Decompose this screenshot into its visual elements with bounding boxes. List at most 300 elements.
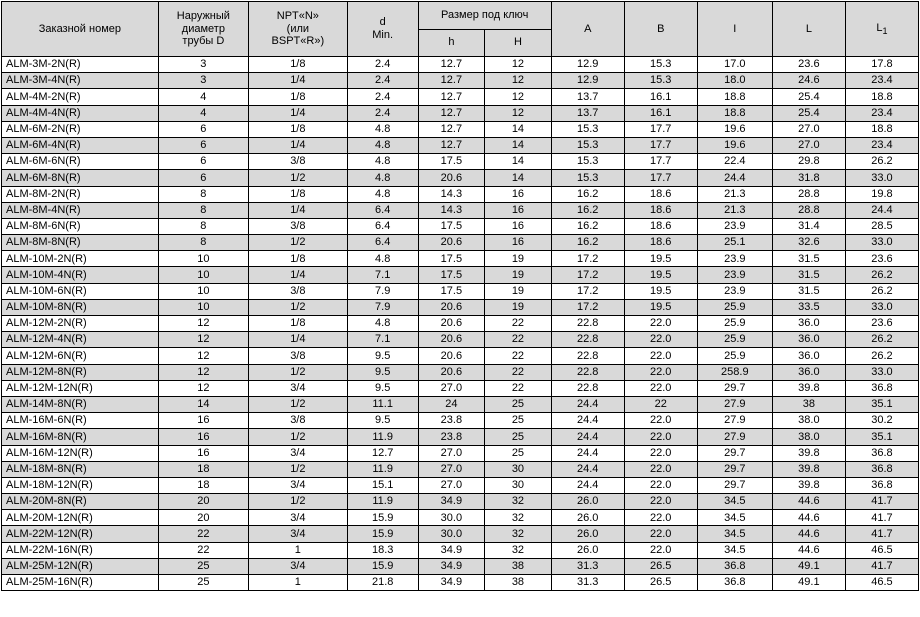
cell-value: 2.4 <box>347 57 418 73</box>
cell-value: 1/8 <box>248 57 347 73</box>
cell-value: 31.8 <box>772 170 845 186</box>
cell-value: 32 <box>485 494 552 510</box>
cell-value: 3/8 <box>248 413 347 429</box>
cell-value: 26.2 <box>845 283 918 299</box>
cell-value: 46.5 <box>845 575 918 591</box>
cell-order-number: ALM-6M-8N(R) <box>2 170 159 186</box>
cell-value: 1/2 <box>248 364 347 380</box>
cell-order-number: ALM-10M-4N(R) <box>2 267 159 283</box>
cell-value: 15.9 <box>347 526 418 542</box>
cell-order-number: ALM-22M-12N(R) <box>2 526 159 542</box>
table-row <box>2 202 919 218</box>
cell-value: 21.8 <box>347 575 418 591</box>
cell-value: 3/4 <box>248 526 347 542</box>
cell-value: 4.8 <box>347 170 418 186</box>
table-row <box>2 558 919 574</box>
cell-value: 25 <box>158 558 248 574</box>
cell-value: 9.5 <box>347 364 418 380</box>
cell-value: 18.8 <box>697 89 772 105</box>
cell-value: 23.8 <box>418 429 485 445</box>
cell-value: 19.5 <box>624 251 697 267</box>
cell-value: 34.5 <box>697 494 772 510</box>
cell-value: 31.5 <box>772 283 845 299</box>
cell-value: 24.4 <box>697 170 772 186</box>
cell-value: 9.5 <box>347 380 418 396</box>
cell-value: 16.2 <box>551 202 624 218</box>
cell-value: 33.0 <box>845 364 918 380</box>
cell-value: 258.9 <box>697 364 772 380</box>
column-header-i: I <box>697 2 772 57</box>
cell-value: 12 <box>158 364 248 380</box>
cell-order-number: ALM-20M-12N(R) <box>2 510 159 526</box>
cell-value: 33.0 <box>845 235 918 251</box>
cell-value: 12 <box>158 348 248 364</box>
cell-value: 31.5 <box>772 267 845 283</box>
cell-order-number: ALM-8M-8N(R) <box>2 235 159 251</box>
cell-order-number: ALM-3M-2N(R) <box>2 57 159 73</box>
cell-value: 15.3 <box>551 170 624 186</box>
cell-value: 21.3 <box>697 186 772 202</box>
cell-value: 10 <box>158 299 248 315</box>
cell-value: 22.8 <box>551 364 624 380</box>
cell-value: 6 <box>158 170 248 186</box>
table-row <box>2 542 919 558</box>
cell-value: 3/8 <box>248 218 347 234</box>
cell-value: 20.6 <box>418 332 485 348</box>
column-header-l1 <box>845 2 918 57</box>
cell-value: 18.0 <box>697 73 772 89</box>
cell-value: 11.1 <box>347 396 418 412</box>
cell-value: 24.4 <box>551 461 624 477</box>
cell-value: 15.3 <box>624 73 697 89</box>
cell-value: 3/4 <box>248 558 347 574</box>
cell-value: 16.1 <box>624 89 697 105</box>
cell-value: 1/8 <box>248 89 347 105</box>
cell-value: 12 <box>158 380 248 396</box>
cell-value: 23.4 <box>845 73 918 89</box>
cell-value: 3/8 <box>248 283 347 299</box>
cell-value: 1 <box>248 575 347 591</box>
cell-value: 4.8 <box>347 121 418 137</box>
cell-value: 8 <box>158 218 248 234</box>
cell-order-number: ALM-25M-12N(R) <box>2 558 159 574</box>
cell-value: 13.7 <box>551 105 624 121</box>
cell-value: 27.9 <box>697 429 772 445</box>
cell-value: 16.1 <box>624 105 697 121</box>
table-row <box>2 413 919 429</box>
cell-value: 12.9 <box>551 57 624 73</box>
cell-value: 14.3 <box>418 186 485 202</box>
cell-value: 17.5 <box>418 154 485 170</box>
header-row-main <box>2 2 919 30</box>
cell-value: 17.5 <box>418 283 485 299</box>
column-header-wrench-h-upper: H <box>485 29 552 57</box>
cell-value: 12 <box>158 332 248 348</box>
table-row <box>2 57 919 73</box>
cell-value: 44.6 <box>772 526 845 542</box>
cell-value: 22 <box>485 348 552 364</box>
cell-order-number: ALM-16M-8N(R) <box>2 429 159 445</box>
cell-value: 22.0 <box>624 364 697 380</box>
cell-value: 34.9 <box>418 542 485 558</box>
cell-value: 17.2 <box>551 251 624 267</box>
column-header-l: L <box>772 2 845 57</box>
cell-value: 19.6 <box>697 121 772 137</box>
cell-value: 30.0 <box>418 526 485 542</box>
cell-value: 1/4 <box>248 267 347 283</box>
cell-value: 17.2 <box>551 267 624 283</box>
cell-value: 38 <box>485 558 552 574</box>
cell-value: 12 <box>485 89 552 105</box>
cell-value: 6.4 <box>347 218 418 234</box>
cell-value: 49.1 <box>772 575 845 591</box>
cell-value: 32 <box>485 542 552 558</box>
cell-value: 22 <box>624 396 697 412</box>
cell-value: 31.5 <box>772 251 845 267</box>
cell-value: 16 <box>158 413 248 429</box>
cell-value: 15.3 <box>551 137 624 153</box>
cell-value: 34.5 <box>697 526 772 542</box>
table-row <box>2 332 919 348</box>
cell-value: 31.4 <box>772 218 845 234</box>
cell-order-number: ALM-22M-16N(R) <box>2 542 159 558</box>
cell-value: 22.0 <box>624 526 697 542</box>
cell-order-number: ALM-14M-8N(R) <box>2 396 159 412</box>
cell-value: 20.6 <box>418 299 485 315</box>
cell-value: 1 <box>248 542 347 558</box>
cell-value: 23.6 <box>772 57 845 73</box>
cell-value: 2.4 <box>347 89 418 105</box>
cell-value: 26.2 <box>845 332 918 348</box>
cell-value: 19.5 <box>624 283 697 299</box>
table-row <box>2 267 919 283</box>
cell-value: 25.4 <box>772 89 845 105</box>
cell-value: 36.8 <box>845 380 918 396</box>
cell-value: 36.0 <box>772 364 845 380</box>
cell-order-number: ALM-12M-4N(R) <box>2 332 159 348</box>
cell-order-number: ALM-12M-8N(R) <box>2 364 159 380</box>
cell-value: 23.9 <box>697 267 772 283</box>
table-body <box>2 57 919 591</box>
cell-value: 4.8 <box>347 251 418 267</box>
cell-value: 36.0 <box>772 348 845 364</box>
cell-order-number: ALM-10M-6N(R) <box>2 283 159 299</box>
cell-value: 38 <box>772 396 845 412</box>
cell-value: 41.7 <box>845 510 918 526</box>
cell-value: 22.8 <box>551 332 624 348</box>
cell-value: 4.8 <box>347 137 418 153</box>
cell-value: 12 <box>485 57 552 73</box>
cell-value: 31.3 <box>551 575 624 591</box>
cell-value: 26.2 <box>845 267 918 283</box>
cell-value: 3/4 <box>248 477 347 493</box>
cell-value: 12.7 <box>418 73 485 89</box>
cell-value: 29.8 <box>772 154 845 170</box>
cell-value: 33.0 <box>845 170 918 186</box>
table-row <box>2 137 919 153</box>
cell-value: 30.0 <box>418 510 485 526</box>
cell-value: 26.0 <box>551 510 624 526</box>
cell-value: 38.0 <box>772 413 845 429</box>
cell-value: 8 <box>158 202 248 218</box>
cell-value: 10 <box>158 267 248 283</box>
cell-value: 41.7 <box>845 526 918 542</box>
cell-value: 18.3 <box>347 542 418 558</box>
cell-order-number: ALM-25M-16N(R) <box>2 575 159 591</box>
table-row <box>2 89 919 105</box>
cell-value: 1/4 <box>248 137 347 153</box>
cell-value: 2.4 <box>347 73 418 89</box>
cell-value: 4.8 <box>347 186 418 202</box>
table-row <box>2 73 919 89</box>
cell-value: 7.1 <box>347 267 418 283</box>
table-header <box>2 2 919 57</box>
cell-value: 22.0 <box>624 494 697 510</box>
cell-value: 8 <box>158 186 248 202</box>
cell-order-number: ALM-18M-8N(R) <box>2 461 159 477</box>
cell-value: 30 <box>485 461 552 477</box>
cell-value: 4 <box>158 105 248 121</box>
cell-value: 22.0 <box>624 445 697 461</box>
cell-value: 24.4 <box>845 202 918 218</box>
table-row <box>2 526 919 542</box>
cell-value: 6.4 <box>347 235 418 251</box>
cell-value: 36.8 <box>845 477 918 493</box>
cell-value: 27.0 <box>418 380 485 396</box>
cell-value: 19 <box>485 267 552 283</box>
table-row <box>2 316 919 332</box>
cell-value: 38 <box>485 575 552 591</box>
cell-value: 29.7 <box>697 445 772 461</box>
table-row <box>2 105 919 121</box>
cell-value: 12 <box>158 316 248 332</box>
cell-value: 3 <box>158 73 248 89</box>
cell-value: 9.5 <box>347 348 418 364</box>
cell-value: 20.6 <box>418 170 485 186</box>
thread-label: NPT«N» (или BSPT«R») <box>271 10 325 48</box>
cell-value: 1/2 <box>248 494 347 510</box>
cell-value: 25.1 <box>697 235 772 251</box>
d-min-label: d Min. <box>372 16 394 41</box>
cell-value: 1/4 <box>248 73 347 89</box>
cell-value: 22.8 <box>551 316 624 332</box>
cell-value: 15.3 <box>551 154 624 170</box>
cell-value: 3/8 <box>248 154 347 170</box>
column-header-wrench-h-lower: h <box>418 29 485 57</box>
cell-value: 12.7 <box>418 89 485 105</box>
cell-value: 25 <box>158 575 248 591</box>
cell-order-number: ALM-18M-12N(R) <box>2 477 159 493</box>
table-row <box>2 235 919 251</box>
cell-value: 22 <box>485 364 552 380</box>
cell-value: 33.5 <box>772 299 845 315</box>
cell-value: 12.7 <box>418 57 485 73</box>
cell-value: 17.8 <box>845 57 918 73</box>
cell-value: 29.7 <box>697 477 772 493</box>
cell-value: 11.9 <box>347 461 418 477</box>
cell-value: 15.3 <box>624 57 697 73</box>
cell-value: 17.5 <box>418 218 485 234</box>
cell-value: 19.5 <box>624 267 697 283</box>
cell-value: 36.0 <box>772 316 845 332</box>
cell-value: 22 <box>158 526 248 542</box>
cell-value: 27.0 <box>772 137 845 153</box>
cell-value: 25 <box>485 445 552 461</box>
cell-value: 30 <box>485 477 552 493</box>
l1-main: L <box>876 21 883 34</box>
table-row <box>2 364 919 380</box>
cell-value: 16 <box>485 202 552 218</box>
cell-value: 36.8 <box>697 575 772 591</box>
cell-value: 32 <box>485 510 552 526</box>
cell-value: 17.7 <box>624 121 697 137</box>
cell-value: 6 <box>158 121 248 137</box>
cell-value: 18.8 <box>697 105 772 121</box>
cell-value: 10 <box>158 283 248 299</box>
cell-value: 22.0 <box>624 332 697 348</box>
cell-value: 18.8 <box>845 121 918 137</box>
cell-value: 14 <box>485 121 552 137</box>
cell-value: 20.6 <box>418 235 485 251</box>
cell-value: 1/4 <box>248 332 347 348</box>
cell-value: 3/4 <box>248 445 347 461</box>
cell-value: 1/2 <box>248 396 347 412</box>
cell-value: 6 <box>158 137 248 153</box>
cell-value: 25.9 <box>697 299 772 315</box>
table-row <box>2 445 919 461</box>
cell-order-number: ALM-12M-6N(R) <box>2 348 159 364</box>
cell-value: 22.8 <box>551 348 624 364</box>
cell-value: 18.6 <box>624 235 697 251</box>
cell-value: 14 <box>485 170 552 186</box>
cell-value: 39.8 <box>772 380 845 396</box>
cell-value: 23.9 <box>697 251 772 267</box>
cell-value: 22.4 <box>697 154 772 170</box>
table-row <box>2 170 919 186</box>
cell-value: 3/4 <box>248 510 347 526</box>
cell-value: 27.0 <box>418 445 485 461</box>
cell-value: 4 <box>158 89 248 105</box>
cell-value: 4.8 <box>347 316 418 332</box>
cell-value: 25 <box>485 429 552 445</box>
cell-value: 22.0 <box>624 413 697 429</box>
l1-subscript: 1 <box>882 25 888 36</box>
cell-value: 24.4 <box>551 396 624 412</box>
cell-value: 39.8 <box>772 461 845 477</box>
cell-value: 27.9 <box>697 413 772 429</box>
cell-value: 23.6 <box>845 316 918 332</box>
cell-value: 6.4 <box>347 202 418 218</box>
cell-value: 29.7 <box>697 380 772 396</box>
cell-value: 12.7 <box>418 137 485 153</box>
cell-value: 18.6 <box>624 202 697 218</box>
cell-value: 11.9 <box>347 494 418 510</box>
cell-value: 20 <box>158 494 248 510</box>
cell-value: 15.9 <box>347 558 418 574</box>
cell-value: 44.6 <box>772 542 845 558</box>
cell-value: 27.0 <box>418 461 485 477</box>
cell-value: 14 <box>485 154 552 170</box>
cell-value: 32.6 <box>772 235 845 251</box>
cell-value: 22.0 <box>624 429 697 445</box>
cell-value: 22 <box>485 332 552 348</box>
cell-value: 27.0 <box>418 477 485 493</box>
table-row <box>2 251 919 267</box>
cell-value: 26.0 <box>551 494 624 510</box>
cell-order-number: ALM-6M-2N(R) <box>2 121 159 137</box>
cell-value: 16.2 <box>551 186 624 202</box>
cell-value: 23.4 <box>845 137 918 153</box>
cell-order-number: ALM-16M-6N(R) <box>2 413 159 429</box>
column-header-b: B <box>624 2 697 57</box>
cell-value: 34.9 <box>418 575 485 591</box>
cell-value: 25.9 <box>697 348 772 364</box>
cell-value: 1/8 <box>248 121 347 137</box>
cell-value: 36.8 <box>697 558 772 574</box>
cell-value: 14.3 <box>418 202 485 218</box>
cell-value: 12.9 <box>551 73 624 89</box>
cell-value: 20.6 <box>418 364 485 380</box>
cell-value: 25.4 <box>772 105 845 121</box>
cell-order-number: ALM-6M-6N(R) <box>2 154 159 170</box>
cell-value: 1/8 <box>248 251 347 267</box>
cell-value: 3/8 <box>248 348 347 364</box>
cell-value: 27.0 <box>772 121 845 137</box>
cell-value: 19.8 <box>845 186 918 202</box>
table-row <box>2 510 919 526</box>
table-row <box>2 461 919 477</box>
table-row <box>2 348 919 364</box>
cell-value: 26.2 <box>845 154 918 170</box>
cell-order-number: ALM-16M-12N(R) <box>2 445 159 461</box>
cell-value: 20 <box>158 510 248 526</box>
cell-value: 1/4 <box>248 202 347 218</box>
cell-value: 49.1 <box>772 558 845 574</box>
cell-value: 17.7 <box>624 137 697 153</box>
cell-value: 22.0 <box>624 461 697 477</box>
cell-value: 16 <box>485 186 552 202</box>
cell-value: 26.0 <box>551 542 624 558</box>
cell-value: 8 <box>158 235 248 251</box>
cell-order-number: ALM-20M-8N(R) <box>2 494 159 510</box>
cell-value: 35.1 <box>845 396 918 412</box>
table-row <box>2 154 919 170</box>
cell-value: 22.0 <box>624 380 697 396</box>
cell-value: 17.0 <box>697 57 772 73</box>
cell-value: 18.8 <box>845 89 918 105</box>
cell-order-number: ALM-8M-6N(R) <box>2 218 159 234</box>
cell-value: 1/2 <box>248 429 347 445</box>
cell-order-number: ALM-12M-12N(R) <box>2 380 159 396</box>
cell-value: 7.9 <box>347 283 418 299</box>
cell-value: 1/2 <box>248 299 347 315</box>
cell-value: 29.7 <box>697 461 772 477</box>
cell-value: 18.6 <box>624 218 697 234</box>
cell-value: 19 <box>485 251 552 267</box>
cell-value: 24.4 <box>551 477 624 493</box>
cell-value: 17.7 <box>624 154 697 170</box>
cell-value: 34.5 <box>697 542 772 558</box>
column-header-a: A <box>551 2 624 57</box>
cell-value: 19 <box>485 283 552 299</box>
cell-value: 16.2 <box>551 235 624 251</box>
cell-order-number: ALM-8M-2N(R) <box>2 186 159 202</box>
cell-value: 25 <box>485 413 552 429</box>
cell-value: 19 <box>485 299 552 315</box>
column-header-thread <box>248 2 347 57</box>
cell-value: 22.0 <box>624 316 697 332</box>
cell-order-number: ALM-4M-2N(R) <box>2 89 159 105</box>
